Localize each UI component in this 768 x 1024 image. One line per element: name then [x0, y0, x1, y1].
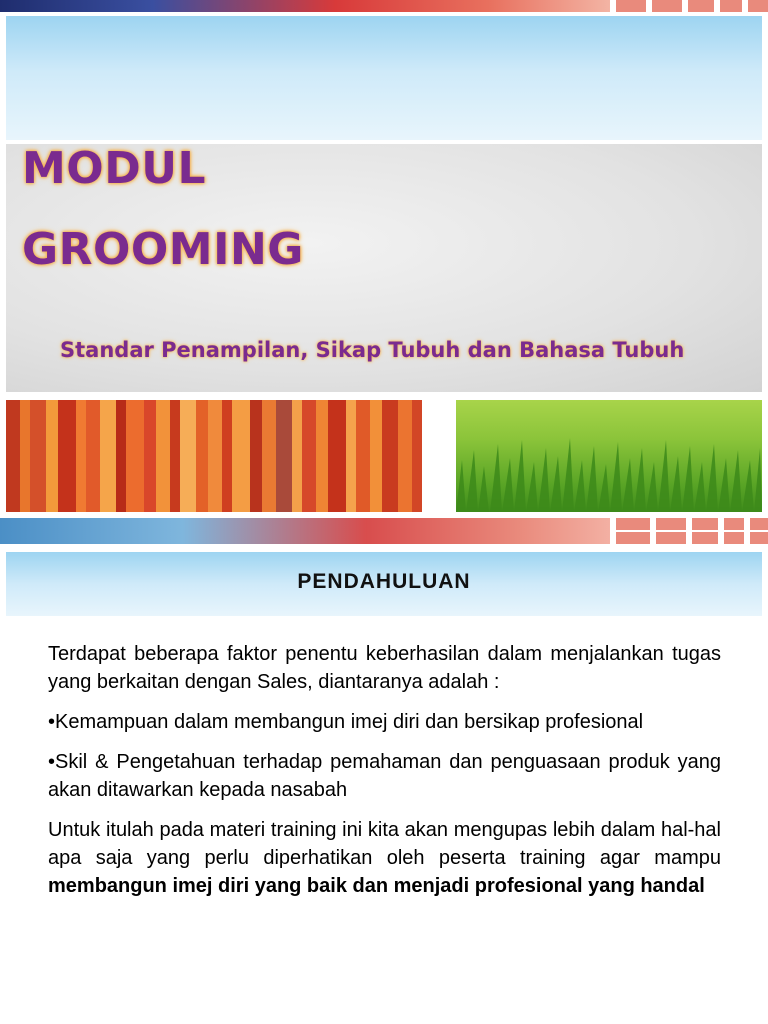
- top-block: [720, 0, 742, 12]
- divider-block: [616, 532, 650, 544]
- divider-block: [656, 518, 686, 530]
- closing-text: Untuk itulah pada materi training ini kita akan mengupas lebih dalam hal-hal apa saja yang perlu diperhatikan oleh peserta training agar mampu: [48, 819, 721, 869]
- section-heading: PENDAHULUAN: [297, 570, 471, 593]
- orange-stripes-image: [6, 400, 450, 512]
- divider-block: [616, 518, 650, 530]
- divider-gradient-strip: [0, 518, 610, 544]
- divider-block: [692, 518, 718, 530]
- divider-block: [724, 518, 744, 530]
- title-line-1: MODUL: [22, 143, 206, 194]
- grass-blades: [456, 400, 762, 512]
- green-grass-image: [456, 400, 762, 512]
- title-line-2: GROOMING: [22, 224, 304, 275]
- title-slide: [6, 16, 762, 392]
- closing-paragraph: [48, 816, 721, 900]
- divider-block: [750, 518, 768, 530]
- subtitle: Standar Penampilan, Sikap Tubuh dan Bahasa Tubuh: [60, 338, 685, 362]
- top-decorative-bar: [0, 0, 768, 12]
- divider-block: [656, 532, 686, 544]
- divider-decorative-bar: [0, 518, 768, 544]
- slide-body-text: [48, 640, 721, 912]
- top-block: [748, 0, 768, 12]
- closing-emphasis: membangun imej diri yang baik dan menjadi profesional yang handal: [48, 875, 705, 897]
- sky-banner: [6, 16, 762, 140]
- top-block: [688, 0, 714, 12]
- divider-block: [750, 532, 768, 544]
- divider-block: [724, 532, 744, 544]
- top-gradient-strip: [0, 0, 610, 12]
- top-block: [652, 0, 682, 12]
- top-block: [616, 0, 646, 12]
- bullet-point: •Skil & Pengetahuan terhadap pemahaman dan penguasaan produk yang akan ditawarkan kepada nasabah: [48, 751, 721, 801]
- bullet-point: •Kemampuan dalam membangun imej diri dan bersikap profesional: [48, 711, 644, 733]
- intro-paragraph: Terdapat beberapa faktor penentu keberhasilan dalam menjalankan tugas yang berkaitan dengan Sales, diantaranya adalah :: [48, 643, 721, 693]
- divider-block: [692, 532, 718, 544]
